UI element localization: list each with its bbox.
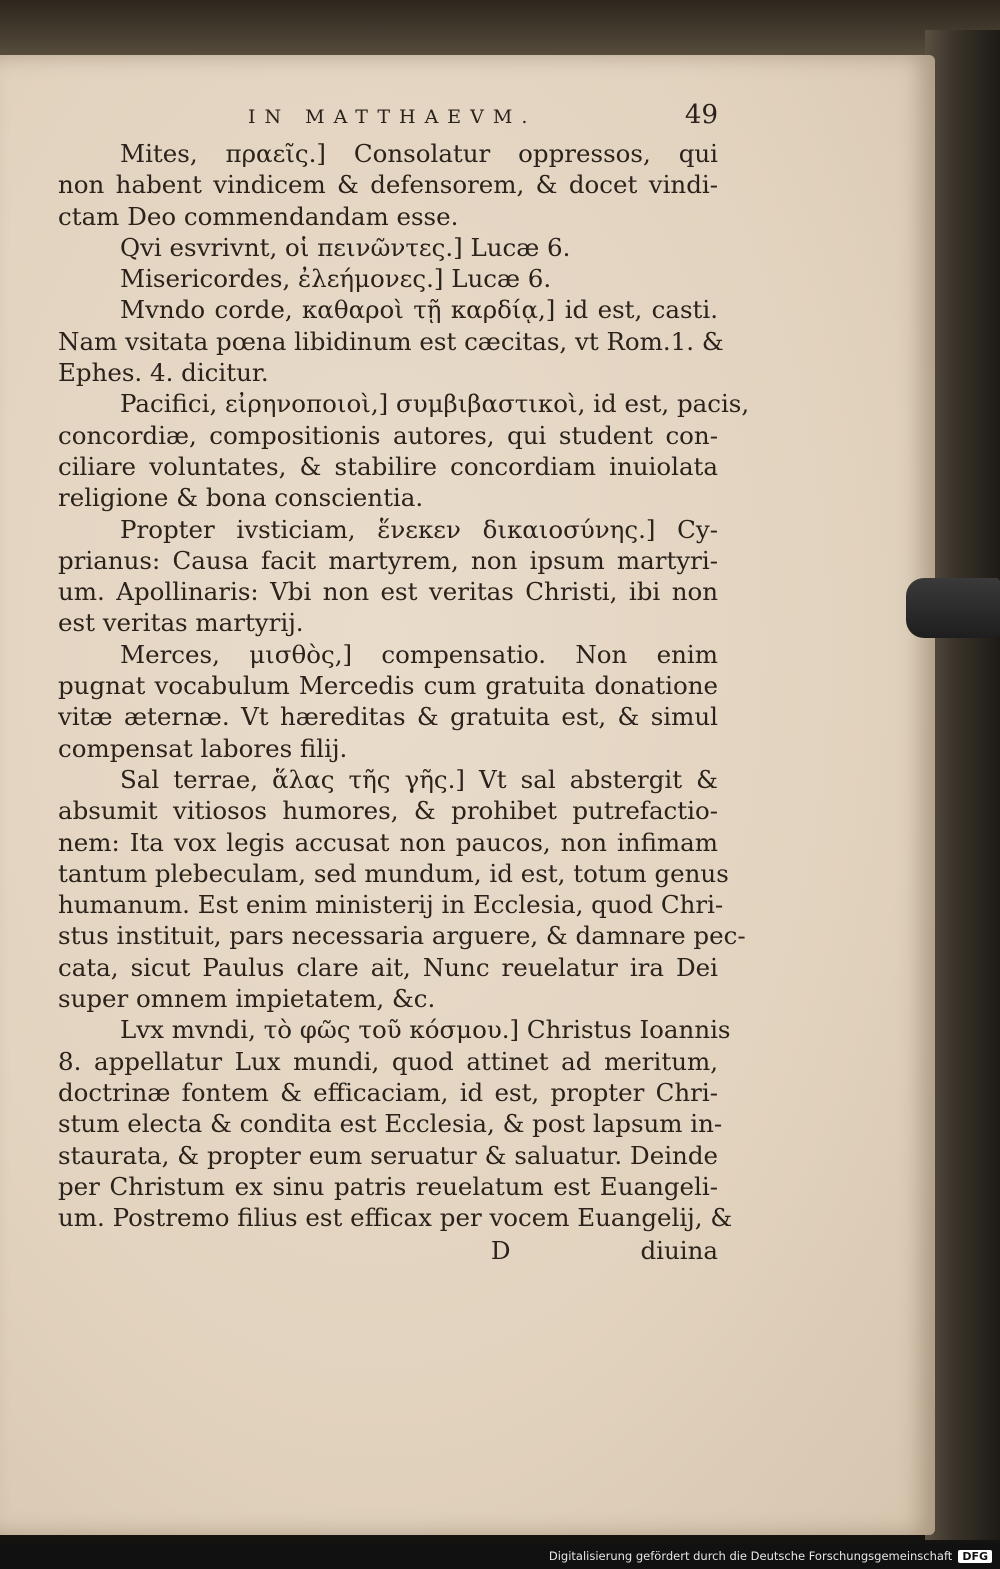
book-edge-right xyxy=(925,30,1000,1540)
catchwords-row xyxy=(58,1235,718,1267)
text-line: compensat labores filij. xyxy=(58,733,348,763)
text-line: vitæ æternæ. Vt hæreditas & gratuita est, & simul xyxy=(58,702,718,732)
text-line: concordiæ, compositionis autores, qui student con- xyxy=(58,420,718,450)
text-line: Misericordes, ἐλεήμονες.] Lucæ 6. xyxy=(120,264,552,294)
text-line: Lvx mvndi, τὸ φῶς τοῦ κόσμου.] Christus Ioannis xyxy=(120,1015,731,1045)
footer-credit: Digitalisierung gefördert durch die Deutsche Forschungsgemeinschaft xyxy=(548,1549,953,1563)
text-line: stum electa & condita est Ecclesia, & post lapsum in- xyxy=(58,1109,723,1139)
catchword: diuina xyxy=(640,1236,718,1266)
text-line: Pacifici, εἰρηνοποιοὶ,] συμβιβαστικοὶ, id est, pacis, xyxy=(120,389,750,419)
text-line: est veritas martyrij. xyxy=(58,608,304,638)
text-line: um. Apollinaris: Vbi non est veritas Christi, ibi non xyxy=(58,577,718,607)
text-line: Mites, πραεῖς.] Consolatur oppressos, qui xyxy=(120,139,718,168)
text-body xyxy=(58,138,750,1233)
digitization-footer xyxy=(0,1543,1000,1569)
dfg-logo: DFG xyxy=(958,1550,992,1563)
text-line: Sal terrae, ἅλας τῆς γῆς.] Vt sal abstergit & xyxy=(120,764,718,794)
page-content xyxy=(58,100,750,1267)
bookmark-ribbon xyxy=(906,578,1000,638)
text-line: super omnem impietatem, &c. xyxy=(58,984,436,1014)
text-line: per Christum ex sinu patris reuelatum est Euangeli- xyxy=(58,1171,718,1201)
text-line: non habent vindicem & defensorem, & docet vindi- xyxy=(58,170,718,200)
text-line: Ephes. 4. dicitur. xyxy=(58,358,269,388)
text-line: Propter ivsticiam, ἕνεκεν δικαιοσύνης.] Cy- xyxy=(120,514,718,544)
text-line: prianus: Causa facit martyrem, non ipsum martyri- xyxy=(58,545,718,575)
signature-mark: D xyxy=(490,1236,511,1266)
text-line: doctrinæ fontem & efficaciam, id est, propter Chri- xyxy=(58,1077,718,1107)
text-line: Qvi esvrivnt, οἱ πεινῶντες.] Lucæ 6. xyxy=(120,232,571,262)
text-line: religione & bona conscientia. xyxy=(58,483,424,513)
text-line: nem: Ita vox legis accusat non paucos, non infimam xyxy=(58,827,718,857)
text-line: Mvndo corde, καθαροὶ τῇ καρδίᾳ,] id est, casti. xyxy=(120,295,718,325)
text-line: tantum plebeculam, sed mundum, id est, totum genus xyxy=(58,858,729,888)
text-line: humanum. Est enim ministerij in Ecclesia, quod Chri- xyxy=(58,890,724,920)
book-edge-top xyxy=(0,0,1000,60)
text-line: ciliare voluntates, & stabilire concordiam inuiolata xyxy=(58,451,718,481)
text-line: 8. appellatur Lux mundi, quod attinet ad meritum, xyxy=(58,1046,718,1076)
text-line: pugnat vocabulum Mercedis cum gratuita donatione xyxy=(58,671,718,701)
text-line: staurata, & propter eum seruatur & saluatur. Deinde xyxy=(58,1140,718,1170)
text-line: Merces, μισθὸς,] compensatio. Non enim xyxy=(120,639,718,669)
text-line: ctam Deo commendandam esse. xyxy=(58,201,459,231)
text-line: cata, sicut Paulus clare ait, Nunc reuelatur ira Dei xyxy=(58,952,718,982)
page-number: 49 xyxy=(684,100,718,130)
text-line: Nam vsitata pœna libidinum est cæcitas, vt Rom.1. & xyxy=(58,326,724,356)
running-title: IN MATTHAEVM. xyxy=(248,106,537,128)
text-line: um. Postremo filius est efficax per vocem Euangelij, & xyxy=(58,1203,733,1233)
text-line: stus instituit, pars necessaria arguere, & damnare pec- xyxy=(58,921,746,951)
page-header xyxy=(248,100,718,134)
text-line: absumit vitiosos humores, & prohibet putrefactio- xyxy=(58,796,718,826)
